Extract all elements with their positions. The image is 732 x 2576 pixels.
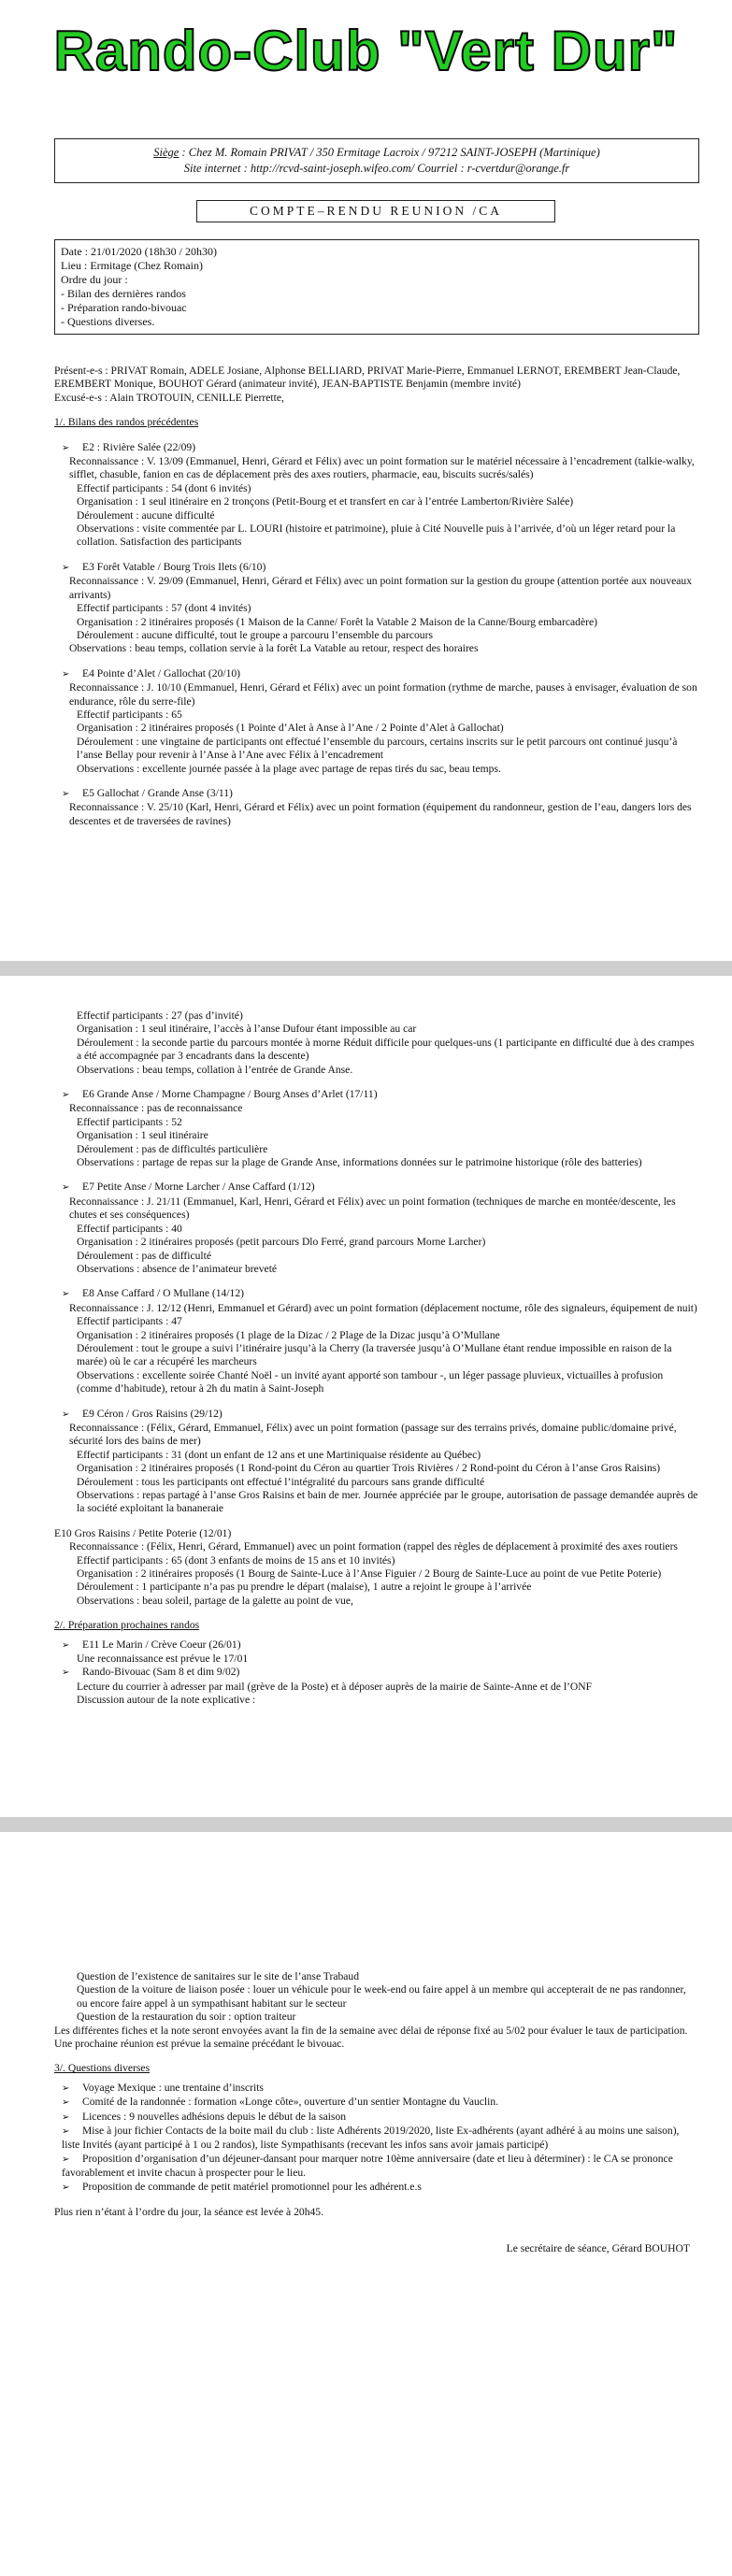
text-line: Déroulement : aucune difficulté, tout le groupe a parcouru l’ensemble du parcours xyxy=(77,628,433,641)
agenda-item: - Bilan des dernières randos xyxy=(61,287,186,300)
agenda-box xyxy=(54,239,699,335)
bullet-item: ➢ E5 Gallochat / Grande Anse (3/11) xyxy=(54,787,699,801)
spacer xyxy=(54,1276,699,1287)
text-line: Déroulement : pas de difficulté xyxy=(77,1249,212,1262)
bullet-item: ➢ E7 Petite Anse / Morne Larcher / Anse Caffard (1/12) xyxy=(54,1181,699,1195)
bullet-item: ➢ E6 Grande Anse / Morne Champagne / Bourg Anses d’Arlet (17/11) xyxy=(54,1088,699,1102)
text-line: Effectif participants : 52 xyxy=(77,1115,182,1128)
bullet-item: ➢ Proposition de commande de petit matériel promotionnel pour les adhérent.e.s xyxy=(54,2181,699,2195)
text-line: Une reconnaissance est prévue le 17/01 xyxy=(77,1653,249,1666)
agenda-item: - Questions diverses. xyxy=(61,315,155,328)
page-2-items xyxy=(54,1009,699,1708)
spacer xyxy=(54,1396,699,1408)
agenda-heading: Ordre du jour : xyxy=(61,273,128,286)
page-separator xyxy=(0,1817,732,1832)
spacer xyxy=(54,2220,699,2231)
agenda-place: Lieu : Ermitage (Chez Romain) xyxy=(61,259,203,272)
text-line: Discussion autour de la note explicative : xyxy=(77,1694,256,1707)
text-line: Reconnaissance : J. 12/12 (Henri, Emmanuel et Gérard) avec un point formation (déplacement noctume, rôle des signaleurs, équipement de nuit) xyxy=(69,1301,697,1314)
text-line: Effectif participants : 27 (pas d’invité) xyxy=(77,1009,243,1022)
text-line: Reconnaissance : V. 25/10 (Karl, Henri, Gérard et Félix) avec un point formation (équipement du randonneur, gestion de l’eau, dangers lors des descentes et de traversées de ravines) xyxy=(69,801,692,827)
text-line: Reconnaissance : J. 21/11 (Emmanuel, Karl, Henri, Gérard et Félix) avec un point formation (techniques de marche en montée/descente, les chutes et ses conséquences) xyxy=(69,1195,676,1222)
signature: Le secrétaire de séance, Gérard BOUHOT xyxy=(506,2241,690,2254)
spacer xyxy=(54,2051,699,2062)
text-line: Observations : beau temps, collation à l’entrée de Grande Anse. xyxy=(77,1063,353,1076)
text-line: Observations : absence de l’animateur breveté xyxy=(77,1262,278,1275)
page-separator xyxy=(0,961,732,976)
text-line: Organisation : 1 seul itinéraire, l’accès à l’anse Dufour étant impossible au car xyxy=(77,1023,417,1036)
text-line: Déroulement : tout le groupe a suivi l’itinéraire jusqu’à la Cherry (la traversée jusqu’à O’Mullane étant rendue impossible en raison de la marée) où le car a récupéré les marcheurs xyxy=(77,1341,672,1368)
text-line: Effectif participants : 65 (dont 3 enfants de moins de 15 ans et 10 invités) xyxy=(77,1553,395,1567)
bullet-item: ➢ Rando-Bivouac (Sam 8 et dim 9/02) xyxy=(54,1666,699,1680)
text-line: Déroulement : une vingtaine de participants ont effectué l’ensemble du parcours, certains inscrits sur le petit parcours ont continué jusqu’à l’anse Bellay pour revenir à l’Anse à l’Ane avec Félix à l’encadrement xyxy=(77,735,678,762)
text-line: Effectif participants : 47 xyxy=(77,1315,182,1328)
section-1-items xyxy=(54,441,699,829)
text-line: Effectif participants : 57 (dont 4 invités) xyxy=(77,602,251,615)
text-line: Plus rien n’étant à l’ordre du jour, la séance est levée à 20h45. xyxy=(54,2206,323,2219)
bullet-item: ➢ Comité de la randonnée : formation «Longe côte», ouverture d’un sentier Montagne du Vauclin. xyxy=(54,2096,699,2110)
text-line: Organisation : 2 itinéraires proposés (1 Bourg de Sainte-Luce à l’Anse Figuier / 2 Bourg de Sainte-Luce au point de vue Petite Poterie) xyxy=(77,1567,662,1581)
spacer xyxy=(54,1608,699,1619)
text-line: Reconnaissance : V. 29/09 (Emmanuel, Henri, Gérard et Félix) avec un point formation sur la gestion du groupe (attention portée aux nouveaux arrivants) xyxy=(69,575,693,601)
text-line: Question de la voiture de liaison posée : louer un véhicule pour le week-end ou faire appel à un membre qui accepterait de ne pas randonner, ou encore faire appel à un sympathisant habitant sur le secteur xyxy=(77,1983,686,2010)
text-line: Reconnaissance : V. 13/09 (Emmanuel, Henri, Gérard et Félix) avec un point formation sur le matériel nécessaire à l’encadrement (talkie-walky, sifflet, chasuble, fanion en cas de déplacement près des axes routiers, pharmacie, eau, biscuits sucrés/salés) xyxy=(69,455,695,481)
agenda-item: - Préparation rando-bivouac xyxy=(61,301,187,314)
text-line: Organisation : 2 itinéraires proposés (petit parcours Dlo Ferré, grand parcours Morne Larcher) xyxy=(77,1236,486,1249)
text-line: Organisation : 2 itinéraires proposés (1 Rond-point du Céron au quartier Trois Rivières / 2 Rond-point du Céron à l’anse Gros Raisins) xyxy=(77,1462,661,1475)
page-3-body xyxy=(54,1970,699,2255)
text-line: E10 Gros Raisins / Petite Poterie (12/01) xyxy=(54,1526,232,1539)
text-line: Observations : excellente soirée Chanté Noël - un invité ayant apporté son tambour -, un léger passage pluvieux, victuailles à profusion (comme d’habitude), retour à 2h du matin à Saint-Joseph xyxy=(77,1368,664,1395)
section-1-title: 1/. Bilans des randos précédentes xyxy=(54,416,199,429)
spacer xyxy=(54,776,699,787)
page-1 xyxy=(0,0,732,961)
club-title: Rando-Club "Vert Dur" xyxy=(53,20,679,82)
page-3-items xyxy=(54,1970,699,2255)
bullet-item: ➢ Licences : 9 nouvelles adhésions depuis le début de la saison xyxy=(54,2111,699,2125)
section-title: 2/. Préparation prochaines randos xyxy=(54,1619,200,1632)
bullet-item: ➢ E9 Céron / Gros Raisins (29/12) xyxy=(54,1408,699,1422)
text-line: Effectif participants : 54 (dont 6 invités) xyxy=(77,481,251,494)
text-line: Effectif participants : 40 xyxy=(77,1222,182,1235)
text-line: Déroulement : aucune difficulté xyxy=(77,508,215,522)
address-line-1 xyxy=(59,145,695,161)
text-line: Reconnaissance : J. 10/10 (Emmanuel, Henri, Gérard et Félix) avec un point formation (rythme de marche, pauses à envisager, évaluation de son endurance, rôle du serre-file) xyxy=(69,681,697,708)
present-list: Présent-e-s : PRIVAT Romain, ADELE Josiane, Alphonse BELLIARD, PRIVAT Marie-Pierre, Emmanuel LERNOT, EREMBERT Jean-Claude, EREMBERT Monique, BOUHOT Gérard (animateur invité), JEAN-BAPTISTE Benjamin (membre invité) xyxy=(54,365,681,391)
text-line: Observations : visite commentée par L. LOURI (histoire et patrimoine), pluie à Cité Nouvelle puis à l’arrivée, d’où un léger retard pour la collation. Satisfaction des participants xyxy=(77,522,676,549)
bullet-item: ➢ E2 : Rivière Salée (22/09) xyxy=(54,441,699,455)
spacer xyxy=(54,2231,699,2242)
text-line: Observations : repas partagé à l’anse Gros Raisins et bain de mer. Journée appréciée par le groupe, autorisation de passage demandée auprès de la société exploitant la bananeraie xyxy=(77,1489,698,1515)
agenda-date: Date : 21/01/2020 (18h30 / 20h30) xyxy=(61,245,217,258)
bullet-item: ➢ E4 Pointe d’Alet / Gallochat (20/10) xyxy=(54,667,699,681)
text-line: Observations : partage de repas sur la plage de Grande Anse, informations données sur le patrimoine historique (rôle des batteries) xyxy=(77,1156,642,1169)
bullet-item: ➢ E11 Le Marin / Crève Coeur (26/01) xyxy=(54,1639,699,1653)
siege-text: : Chez M. Romain PRIVAT / 350 Ermitage Lacroix / 97212 SAINT-JOSEPH (Martinique) xyxy=(179,146,600,159)
spacer xyxy=(54,550,699,561)
text-line: Reconnaissance : (Félix, Gérard, Emmanuel, Félix) avec un point formation (passage sur des terrains privés, domaine public/domaine privé, sécurité lors des bains de mer) xyxy=(69,1421,677,1448)
bullet-item: ➢ E8 Anse Caffard / O Mullane (14/12) xyxy=(54,1287,699,1301)
page-2-body xyxy=(54,1009,699,1708)
text-line: Déroulement : pas de difficultés particulière xyxy=(77,1142,268,1155)
text-line: Effectif participants : 31 (dont un enfant de 12 ans et une Martiniquaise résidente au Québec) xyxy=(77,1448,481,1461)
text-line: Lecture du courrier à adresser par mail (grève de la Poste) et à déposer auprès de la mairie de Sainte-Anne et de l’ONF xyxy=(77,1680,593,1693)
text-line: Reconnaissance : (Félix, Henri, Gérard, Emmanuel) avec un point formation (rappel des règles de déplacement à proximité des axes routiers xyxy=(69,1540,678,1553)
bullet-item: ➢ Voyage Mexique : une trentaine d’inscrits xyxy=(54,2082,699,2096)
text-line: Déroulement : tous les participants ont effectué l’intégralité du parcours sans grande difficulté xyxy=(77,1475,485,1488)
text-line: Organisation : 2 itinéraires proposés (1 Maison de la Canne/ Forêt la Vatable 2 Maison de la Canne/Bourg embarcadère) xyxy=(77,615,597,628)
spacer xyxy=(54,2195,699,2206)
text-line: Organisation : 1 seul itinéraire xyxy=(77,1129,208,1142)
page-2 xyxy=(0,976,732,1817)
page-3 xyxy=(0,1832,732,2576)
text-line: Observations : excellente journée passée à la plage avec partage de repas tirés du sac, beau temps. xyxy=(77,762,501,775)
spacer xyxy=(54,1169,699,1181)
text-line: Déroulement : la seconde partie du parcours montée à morne Réduit difficile pour quelques-uns (1 participante en difficulté due à des crampes a été accompagnée par 3 encadrants dans la descente) xyxy=(77,1036,695,1063)
text-line: Organisation : 2 itinéraires proposés (1 Pointe d’Alet à Anse à l’Ane / 2 Pointe d’Alet à Gallochat) xyxy=(77,722,504,735)
excused-list: Excusé-e-s : Alain TROTOUIN, CENILLE Pierrette, xyxy=(54,391,284,404)
document-title: COMPTE–RENDU REUNION /CA xyxy=(196,200,555,222)
text-line: Les différentes fiches et la note seront envoyées avant la fin de la semaine avec délai de réponse fixé au 5/02 pour évaluer le taux de participation. Une prochaine réunion est prévue la semaine précédant le bivouac. xyxy=(54,2024,688,2051)
text-line: Effectif participants : 65 xyxy=(77,708,182,721)
bullet-item: ➢ Proposition d’organisation d’un déjeuner-dansant pour marquer notre 10ème anniversaire (date et lieu à déterminer) : le CA se prononce favorablement et invite chacun à prospecter pour le lieu. xyxy=(54,2153,699,2181)
text-line: Organisation : 1 seul itinéraire en 2 tronçons (Petit-Bourg et et transfert en car à l’entrée Lamberton/Rivière Salée) xyxy=(77,495,574,508)
address-line-2: Site internet : http://rcvd-saint-joseph.wifeo.com/ Courriel : r-cvertdur@orange.fr xyxy=(183,162,570,175)
text-line: Organisation : 2 itinéraires proposés (1 plage de la Dizac / 2 Plage de la Dizac jusqu’à O’Mullane xyxy=(77,1328,500,1341)
bullet-item: ➢ Mise à jour fichier Contacts de la boite mail du club : liste Adhérents 2019/2020, liste Ex-adhérents (ayant adhéré à au moins une saison), liste Invités (ayant participé à 1 ou 2 randos), liste Sympathisants (recevant les infos sans avoir jamais participé) xyxy=(54,2125,699,2153)
page-1-body xyxy=(54,365,699,828)
siege-label: Siège xyxy=(153,146,179,159)
bullet-item: ➢ E3 Forêt Vatable / Bourg Trois Ilets (6/10) xyxy=(54,561,699,575)
text-line: Question de l’existence de sanitaires sur le site de l’anse Trabaud xyxy=(77,1970,359,1982)
text-line: Observations : beau temps, collation servie à la forêt La Vatable au retour, respect des horaires xyxy=(69,642,479,655)
spacer xyxy=(54,656,699,667)
section-title: 3/. Questions diverses xyxy=(54,2062,151,2075)
text-line: Déroulement : 1 participante n’a pas pu prendre le départ (malaise), 1 autre a rejoint le groupe à l’arrivée xyxy=(77,1581,532,1594)
spacer xyxy=(54,1516,699,1527)
text-line: Reconnaissance : pas de reconnaissance xyxy=(69,1102,243,1115)
spacer xyxy=(54,1077,699,1088)
text-line: Observations : beau soleil, partage de la galette au point de vue, xyxy=(77,1594,353,1607)
text-line: Question de la restauration du soir : option traiteur xyxy=(77,2011,296,2024)
address-box xyxy=(54,138,699,183)
